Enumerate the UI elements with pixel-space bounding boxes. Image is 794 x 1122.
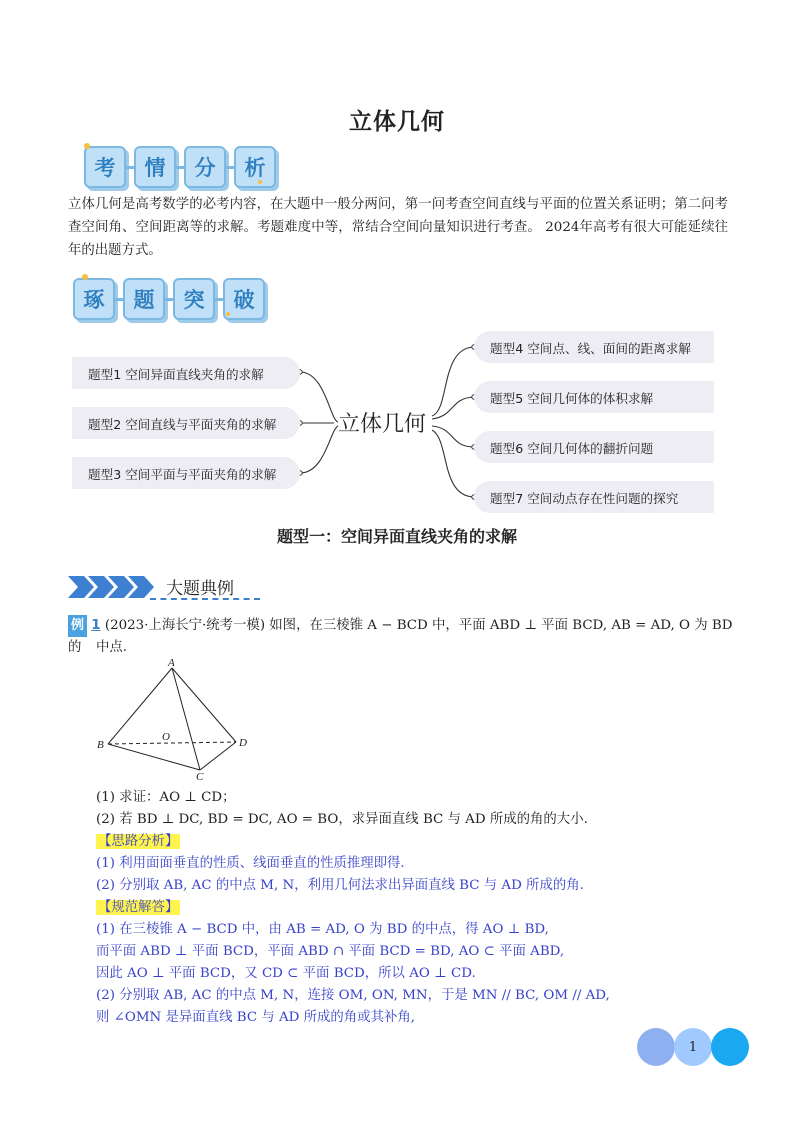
badge-connector	[126, 166, 134, 169]
example-stem-text: (2023·上海长宁·统考一模) 如图，在三棱锥 A − BCD 中，平面 ABD ⊥ 平面 BCD, AB = AD, O 为 BD 的	[68, 618, 733, 655]
badge-char: 情	[134, 146, 176, 188]
edge-BD-dashed	[108, 742, 236, 744]
example-stem-line1	[68, 615, 738, 659]
example-stem-line2: 中点.	[96, 640, 128, 655]
badge-connector	[176, 166, 184, 169]
label-C: C	[196, 771, 204, 783]
chevron-banner-icon	[68, 574, 164, 600]
question-1: (1) 求证：AO ⊥ CD；	[96, 790, 236, 805]
mindmap-item-type5: 题型5 空间几何体的体积求解	[474, 381, 714, 413]
section-title: 题型一：空间异面直线夹角的求解	[276, 527, 517, 546]
mindmap-item-type7: 题型7 空间动点存在性问题的探究	[474, 481, 714, 513]
label-B: B	[97, 739, 104, 751]
connector-left-1	[300, 372, 338, 422]
solution-line-1: (1) 在三棱锥 A − BCD 中，由 AB = AD, O 为 BD 的中点，得 AO ⊥ BD,	[96, 922, 549, 937]
badge-char: 分	[184, 146, 226, 188]
badge-char: 琢	[73, 278, 115, 320]
mindmap-item-type3: 题型3 空间平面与平面夹角的求解	[72, 457, 300, 489]
solution-line-2: 而平面 ABD ⊥ 平面 BCD，平面 ABD ∩ 平面 BCD = BD, AO ⊂ 平面 ABD,	[96, 944, 565, 959]
connector-right-5	[432, 397, 474, 419]
badge-char: 突	[173, 278, 215, 320]
mindmap-item-type2: 题型2 空间直线与平面夹角的求解	[72, 407, 300, 439]
banner-underline	[150, 598, 260, 600]
badge-char: 析	[234, 146, 276, 188]
solution-tag: 【规范解答】	[98, 900, 179, 915]
edge-CD	[200, 742, 236, 770]
mindmap-item-type6: 题型6 空间几何体的翻折问题	[474, 431, 714, 463]
page-decor-circle	[637, 1028, 675, 1066]
solution-line-4: (2) 分别取 AB, AC 的中点 M, N，连接 OM, ON, MN，于是 MN // BC, OM // AD,	[96, 988, 610, 1003]
label-D: D	[239, 737, 247, 749]
sparkle-icon	[82, 274, 88, 280]
label-O: O	[162, 731, 170, 743]
sparkle-icon	[84, 143, 90, 149]
analysis-tag: 【思路分析】	[98, 834, 179, 849]
sparkle-icon	[226, 312, 230, 316]
example-tag: 例	[68, 615, 87, 637]
intro-paragraph: 立体几何是高考数学的必考内容，在大题中一般分两问，第一问考查空间直线与平面的位置关系证明；第二问考查空间角、空间距离等的求解。考题难度中等，常结合空间向量知识进行考查。 2024年高考有很大可能延续往年的出题方式。	[68, 197, 728, 258]
connector-right-7	[432, 430, 474, 497]
page-number-badge	[674, 1028, 712, 1066]
badge-connector	[215, 298, 223, 301]
connector-left-3	[300, 426, 338, 473]
analysis-heading	[96, 831, 180, 853]
badge-connector	[226, 166, 234, 169]
analysis-line-1: (1) 利用面面垂直的性质、线面垂直的性质推理即得.	[96, 856, 405, 871]
solution-heading	[96, 897, 180, 919]
mindmap-item-type4: 题型4 空间点、线、面间的距离求解	[474, 331, 714, 363]
sparkle-icon	[258, 180, 262, 184]
page-decor-circle	[711, 1028, 749, 1066]
badge-char: 考	[84, 146, 126, 188]
badge-connector	[165, 298, 173, 301]
badge-char: 破	[223, 278, 265, 320]
edge-BC	[108, 744, 200, 770]
badge-char: 题	[123, 278, 165, 320]
label-A: A	[168, 657, 175, 669]
analysis-line-2: (2) 分别取 AB, AC 的中点 M, N，利用几何法求出异面直线 BC 与 AD 所成的角.	[96, 878, 584, 893]
tetrahedron-figure	[94, 656, 264, 786]
badge-kaoqing-fenxi	[84, 146, 276, 188]
solution-line-3: 因此 AO ⊥ 平面 BCD，又 CD ⊂ 平面 BCD，所以 AO ⊥ CD.	[96, 966, 476, 981]
example-number: 1	[91, 618, 101, 633]
edge-AC	[172, 668, 200, 770]
badge-zhuoti-tupo	[73, 278, 265, 320]
mindmap-center: 立体几何	[338, 412, 427, 437]
edge-AD	[172, 668, 236, 742]
solution-line-5: 则 ∠OMN 是异面直线 BC 与 AD 所成的角或其补角,	[96, 1010, 416, 1025]
question-2: (2) 若 BD ⊥ DC, BD = DC, AO = BO，求异面直线 BC 与 AD 所成的角的大小.	[96, 812, 588, 827]
page-title: 立体几何	[349, 109, 445, 135]
mindmap-item-type1: 题型1 空间异面直线夹角的求解	[72, 357, 300, 389]
banner-label: 大题典例	[166, 579, 234, 599]
connector-right-4	[432, 347, 474, 416]
page-number: 1	[688, 1039, 698, 1055]
badge-connector	[115, 298, 123, 301]
